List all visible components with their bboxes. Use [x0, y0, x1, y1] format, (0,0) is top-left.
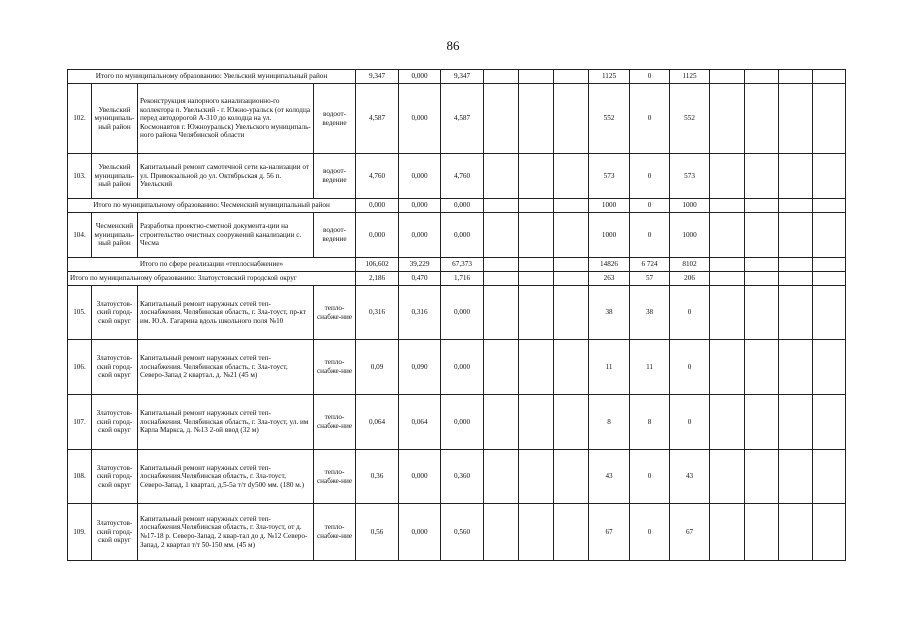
cell-value-3: 0,000 [441, 213, 484, 258]
cell-plan-1: 38 [589, 286, 630, 340]
territory-cell: Златоустов-ский город-ской округ [92, 395, 138, 450]
territory-cell: Чесменский муниципаль-ный район [92, 213, 138, 258]
cell-value-2: 39,229 [399, 258, 441, 272]
total-label: Итого по муниципальному образованию: Увельский муниципальный район [68, 70, 356, 84]
cell-value-3: 9,347 [441, 70, 484, 84]
investment-program-table [67, 69, 846, 561]
cell-value-1: 9,347 [356, 70, 399, 84]
cell-value-2: 0,090 [399, 340, 441, 395]
cell-plan-1: 1000 [589, 213, 630, 258]
table-row [68, 504, 846, 561]
cell-plan-2: 0 [630, 199, 670, 213]
cell-value-3: 0,360 [441, 450, 484, 504]
sector-cell: водоот-ведение [314, 84, 356, 154]
cell-value-2: 0,000 [399, 84, 441, 154]
cell-plan-1: 552 [589, 84, 630, 154]
cell-value-3: 0,000 [441, 395, 484, 450]
row-number: 103. [68, 154, 92, 199]
description-cell: Капитальный ремонт наружных сетей теп-лоснабжения. Челябинская область, г. Зла-тоуст, Северо-Запад 2 квартал, д. №21 (45 м) [138, 340, 314, 395]
cell-plan-1: 67 [589, 504, 630, 561]
sector-cell: тепло-снабже-ние [314, 395, 356, 450]
sector-cell: водоот-ведение [314, 213, 356, 258]
cell-value-1: 0,000 [356, 213, 399, 258]
cell-plan-2: 38 [630, 286, 670, 340]
cell-plan-3: 0 [670, 340, 710, 395]
cell-value-3: 1,716 [441, 272, 484, 286]
cell-value-1: 0,064 [356, 395, 399, 450]
sphere-total-row [68, 258, 846, 272]
sector-cell: тепло-снабже-ние [314, 340, 356, 395]
cell-plan-1: 43 [589, 450, 630, 504]
description-cell: Капитальный ремонт наружных сетей теп-лоснабжения.Челябинская область, г. Зла-тоуст, Северо-Запад, 1 квартал, д.5-5а т/т dу500 мм. (180 м.) [138, 450, 314, 504]
cell-plan-2: 0 [630, 504, 670, 561]
row-number: 105. [68, 286, 92, 340]
sector-cell: тепло-снабже-ние [314, 504, 356, 561]
cell-plan-1: 8 [589, 395, 630, 450]
territory-cell: Златоустов-ский город-ской округ [92, 340, 138, 395]
cell-value-3: 0,000 [441, 199, 484, 213]
description-cell: Разработка проектно-сметной документа-ции на строительство очистных сооружений канализации с. Чесма [138, 213, 314, 258]
row-number: 104. [68, 213, 92, 258]
cell-plan-3: 0 [670, 395, 710, 450]
cell-plan-3: 552 [670, 84, 710, 154]
cell-plan-2: 0 [630, 450, 670, 504]
territory-cell: Увельский муниципаль-ный район [92, 154, 138, 199]
cell-plan-1: 11 [589, 340, 630, 395]
cell-plan-2: 11 [630, 340, 670, 395]
cell-value-2: 0,316 [399, 286, 441, 340]
municipality-total-row [68, 199, 846, 213]
cell-value-2: 0,000 [399, 213, 441, 258]
table-row [68, 340, 846, 395]
table-row [68, 395, 846, 450]
territory-cell: Златоустов-ский город-ской округ [92, 504, 138, 561]
cell-value-2: 0,000 [399, 70, 441, 84]
table-row [68, 213, 846, 258]
sector-cell: водоот-ведение [314, 154, 356, 199]
table-row [68, 450, 846, 504]
cell-plan-2: 0 [630, 154, 670, 199]
cell-plan-3: 1000 [670, 199, 710, 213]
row-number: 109. [68, 504, 92, 561]
cell-value-1: 2,186 [356, 272, 399, 286]
cell-plan-2: 57 [630, 272, 670, 286]
cell-value-3: 67,373 [441, 258, 484, 272]
sector-cell: тепло-снабже-ние [314, 450, 356, 504]
cell-plan-2: 0 [630, 213, 670, 258]
description-cell: Капитальный ремонт наружных сетей теп-лоснабжения. Челябинская область, г. Зла-тоуст, ул. им Карла Маркса, д. №13 2-ой ввод (32 м) [138, 395, 314, 450]
cell-value-3: 0,000 [441, 286, 484, 340]
cell-plan-3: 1000 [670, 213, 710, 258]
cell-value-2: 0,064 [399, 395, 441, 450]
cell-value-3: 4,760 [441, 154, 484, 199]
cell-value-2: 0,000 [399, 199, 441, 213]
sphere-total-label: Итого по сфере реализации «теплоснабжение» [68, 258, 356, 272]
table-row [68, 84, 846, 154]
cell-value-1: 106,602 [356, 258, 399, 272]
cell-plan-3: 206 [670, 272, 710, 286]
sector-cell: тепло-снабже-ние [314, 286, 356, 340]
cell-plan-2: 6 724 [630, 258, 670, 272]
cell-value-3: 0,560 [441, 504, 484, 561]
total-label: Итого по муниципальному образованию: Чесменский муниципальный район [68, 199, 356, 213]
cell-value-1: 0,09 [356, 340, 399, 395]
cell-value-2: 0,470 [399, 272, 441, 286]
cell-plan-3: 1125 [670, 70, 710, 84]
cell-value-2: 0,000 [399, 154, 441, 199]
cell-plan-1: 573 [589, 154, 630, 199]
row-number: 106. [68, 340, 92, 395]
cell-value-1: 0,316 [356, 286, 399, 340]
table-row [68, 154, 846, 199]
cell-value-2: 0,000 [399, 450, 441, 504]
row-number: 107. [68, 395, 92, 450]
total-label: Итого по муниципальному образованию: Златоустовский городской округ [68, 272, 356, 286]
cell-plan-3: 0 [670, 286, 710, 340]
cell-value-1: 4,760 [356, 154, 399, 199]
cell-plan-3: 43 [670, 450, 710, 504]
cell-value-1: 0,56 [356, 504, 399, 561]
cell-value-1: 4,587 [356, 84, 399, 154]
page-number: 86 [446, 38, 460, 53]
cell-plan-1: 263 [589, 272, 630, 286]
cell-plan-2: 0 [630, 70, 670, 84]
cell-value-3: 4,587 [441, 84, 484, 154]
cell-value-3: 0,000 [441, 340, 484, 395]
territory-cell: Златоустов-ский город-ской округ [92, 286, 138, 340]
cell-plan-2: 0 [630, 84, 670, 154]
territory-cell: Увельский муниципаль-ный район [92, 84, 138, 154]
cell-plan-3: 67 [670, 504, 710, 561]
row-number: 108. [68, 450, 92, 504]
territory-cell: Златоустов-ский город-ской округ [92, 450, 138, 504]
cell-plan-2: 8 [630, 395, 670, 450]
description-cell: Капитальный ремонт наружных сетей теп-лоснабжения.Челябинская область, г. Зла-тоуст, от д. №17-18 р. Северо-Запад, 2 квар-тал до д. №12 Северо-Запад, 2 квартал т/т 50-150 мм. (45 м) [138, 504, 314, 561]
description-cell: Реконструкция напорного канализационно-го коллектора п. Увельский - г. Южно-уральск (от колодца перед автодорогой А-310 до колодца на ул. Космонавтов г. Южноуральск) Увельского муниципаль-ного района Челябинской области [138, 84, 314, 154]
municipality-total-row [68, 272, 846, 286]
description-cell: Капитальный ремонт самотечной сети ка-нализации от ул. Привокзальной до ул. Октябрьская д. 56 п. Увельский [138, 154, 314, 199]
cell-value-2: 0,000 [399, 504, 441, 561]
description-cell: Капитальный ремонт наружных сетей теп-лоснабжения. Челябинская область, г. Зла-тоуст, пр-кт им. Ю.А. Гагарина вдоль школьного поля №10 [138, 286, 314, 340]
cell-value-1: 0,000 [356, 199, 399, 213]
cell-plan-3: 8102 [670, 258, 710, 272]
row-number: 102. [68, 84, 92, 154]
table-row [68, 286, 846, 340]
cell-plan-1: 1000 [589, 199, 630, 213]
cell-value-1: 0,36 [356, 450, 399, 504]
cell-plan-3: 573 [670, 154, 710, 199]
municipality-total-row [68, 70, 846, 84]
cell-plan-1: 14826 [589, 258, 630, 272]
cell-plan-1: 1125 [589, 70, 630, 84]
